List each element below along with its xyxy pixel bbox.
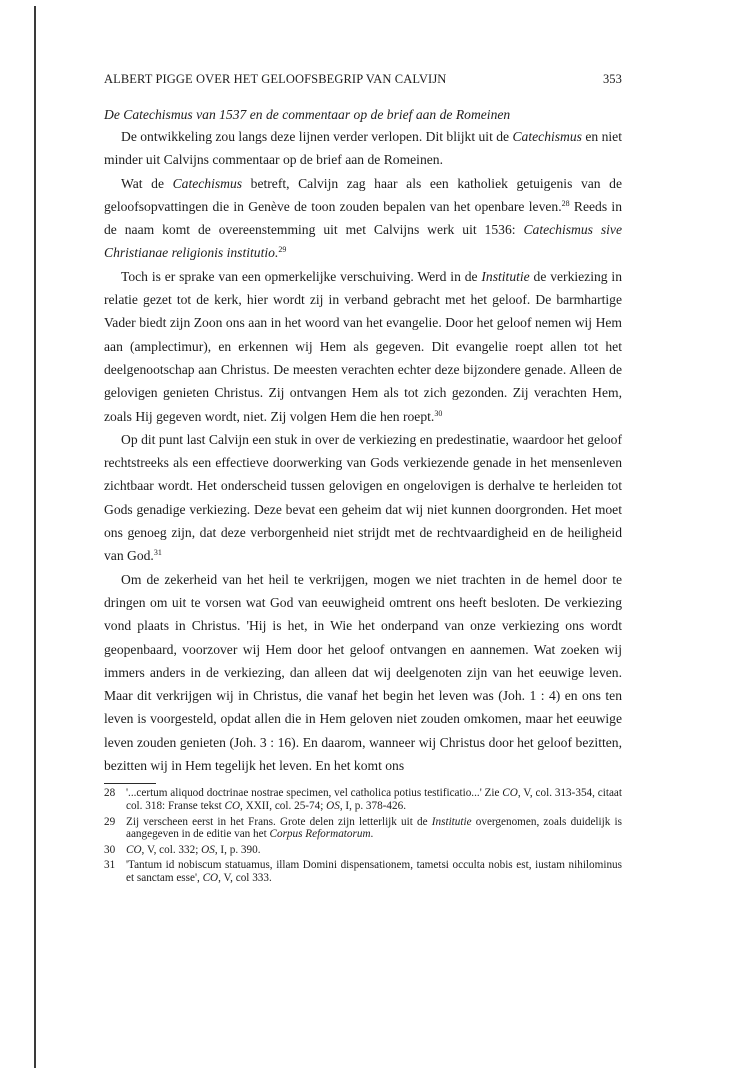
italic-title: Catechismus sive Christianae religionis institutio. bbox=[104, 222, 622, 261]
footnote-ref-28: 28 bbox=[561, 198, 570, 208]
text-run: '...certum aliquod doctrinae nostrae specimen, vel catholica potius testificatio...' Zie bbox=[126, 787, 503, 800]
abbrev: CO bbox=[502, 787, 518, 800]
text-run: , I, p. 378-426. bbox=[339, 799, 406, 812]
text-run: Om de zekerheid van het heil te verkrijgen, mogen we niet trachten in de hemel door te dringen om uit te vorsen wat God van eeuwigheid omtrent ons heeft besloten. De verkiezing vond plaats in Christus. 'Hij is het, in Wie het onderpand van onze verkiezing ons wordt geopenbaard, voorzover wij Hem door het geloof ontvangen en aannemen. Wat zoeken wij immers anders in de verkiezing, dan alleen dat wij deelgenoten zijn van het eeuwige leven. Maar dit verkrijgen wij in Christus, die vanaf het begin het leven was (Joh. 1 : 4) en ons ten leven is voorgesteld, opdat allen die in Hem geloven niet zouden omkomen, maar het eeuwige leven zouden genieten (Joh. 3 : 16). En daarom, wanneer wij Christus door het geloof bezitten, bezitten wij in Hem tegelijk het leven. En het komt ons bbox=[104, 571, 622, 774]
running-header bbox=[104, 72, 622, 87]
text-run: Toch is er sprake van een opmerkelijke verschuiving. Werd in de bbox=[121, 268, 482, 284]
text-run: 'Tantum id nobiscum statuamus, illam Domini dispensationem, tametsi occulta nobis est, iustam nihilominus et sanctam esse', bbox=[126, 859, 622, 884]
paragraph-3 bbox=[104, 265, 622, 428]
italic-term: Institutie bbox=[481, 268, 530, 284]
text-run: overgenomen, zoals duidelijk is aangegeven in de editie van het bbox=[126, 815, 622, 841]
italic-term: Catechismus bbox=[172, 175, 243, 191]
abbrev: CO bbox=[224, 799, 241, 812]
footnote-divider bbox=[104, 783, 156, 784]
text-run: Wat de bbox=[121, 175, 173, 191]
abbrev: OS bbox=[201, 843, 215, 856]
text-run: Reeds in de naam komt de overeenstemming uit met Calvijns werk uit 1536: bbox=[104, 198, 622, 238]
footnote-text bbox=[126, 787, 622, 812]
text-run: De ontwikkeling zou langs deze lijnen verder verlopen. Dit blijkt uit de bbox=[121, 129, 513, 144]
text-run: Zij verscheen eerst in het Frans. Grote delen zijn letterlijk uit de bbox=[126, 815, 432, 828]
paragraph-1 bbox=[104, 125, 622, 172]
footnote-number: 28 bbox=[104, 787, 116, 800]
footnote-31 bbox=[104, 859, 622, 884]
footnote-ref-30: 30 bbox=[434, 408, 443, 418]
book-page bbox=[104, 72, 622, 884]
text-run: en niet minder uit Calvijns commentaar op de brief aan de Romeinen. bbox=[104, 129, 622, 168]
text-run: , I, p. 390. bbox=[214, 843, 261, 856]
text-run: , XXII, col. 25-74; bbox=[240, 799, 327, 812]
footnote-text bbox=[126, 844, 622, 857]
italic-title: Corpus Reformatorum bbox=[269, 828, 371, 841]
footnote-number: 30 bbox=[104, 843, 116, 856]
text-run: , V, col 333. bbox=[218, 871, 272, 884]
abbrev: CO bbox=[202, 871, 219, 884]
footnote-28 bbox=[104, 787, 622, 812]
footnote-30 bbox=[104, 844, 622, 857]
paragraph-4 bbox=[104, 428, 622, 568]
page-number: 353 bbox=[602, 72, 622, 86]
text-run: de verkiezing in relatie gezet tot de kerk, hier wordt zij in verband gebracht met het geloof. De barmhartige Vader biedt zijn Zoon ons aan in het woord van het evangelie. Door het geloof nemen wij Hem aan (amplectimur), en erkennen wij Hem als gegeven. Dit evangelie roept allen tot het deelgenootschap aan Christus. De meesten verachten echter deze bijzondere genade. Alleen de gelovigen genieten Christus. Zij ontvangen Hem als tot zich gezonden. Zij verachten Hem, zoals Hij gegeven wordt, niet. Zij volgen Hem die hen roept. bbox=[104, 268, 622, 424]
text-run: betreft, Calvijn zag haar als een katholiek getuigenis van de geloofsopvattingen die in Genève de toon zouden bepalen van het openbare leven. bbox=[104, 175, 623, 214]
binding-edge-line bbox=[34, 6, 36, 1068]
footnote-ref-29: 29 bbox=[278, 245, 287, 255]
paragraph-2 bbox=[104, 172, 622, 265]
footnote-number: 29 bbox=[104, 815, 116, 828]
italic-term: Institutie bbox=[431, 815, 472, 828]
text-run: , V, col. 332; bbox=[141, 843, 202, 856]
footnote-text bbox=[126, 859, 622, 884]
footnote-ref-31: 31 bbox=[153, 548, 162, 558]
section-title: De Catechismus van 1537 en de commentaar op de brief aan de Romeinen bbox=[104, 107, 511, 122]
text-run: . bbox=[370, 828, 374, 841]
abbrev: OS bbox=[326, 799, 340, 812]
footnote-text bbox=[126, 816, 622, 841]
text-run: Op dit punt last Calvijn een stuk in over de verkiezing en predestinatie, waardoor het geloof rechtstreeks als een effectieve doorwerking van Gods verkiezende genade in het mensenleven zichtbaar wordt. Het onderscheid tussen gelovigen en ongelovigen is derhalve te herleiden tot Gods genadige verkiezing. Deze bevat een geheim dat wij niet kunnen doorgronden. Het moet ons genoeg zijn, dat deze verborgenheid niet strijdt met de rechtvaardigheid en de heiligheid van God. bbox=[104, 431, 622, 564]
text-run: , V, col. 313-354, citaat col. 318: Franse tekst bbox=[126, 787, 622, 812]
running-title: ALBERT PIGGE OVER HET GELOOFSBEGRIP VAN CALVIJN bbox=[104, 72, 447, 86]
abbrev: CO bbox=[126, 843, 142, 856]
italic-term: Catechismus bbox=[512, 129, 582, 144]
footnote-29 bbox=[104, 816, 622, 841]
paragraph-5 bbox=[104, 568, 622, 778]
footnote-number: 31 bbox=[104, 859, 116, 872]
